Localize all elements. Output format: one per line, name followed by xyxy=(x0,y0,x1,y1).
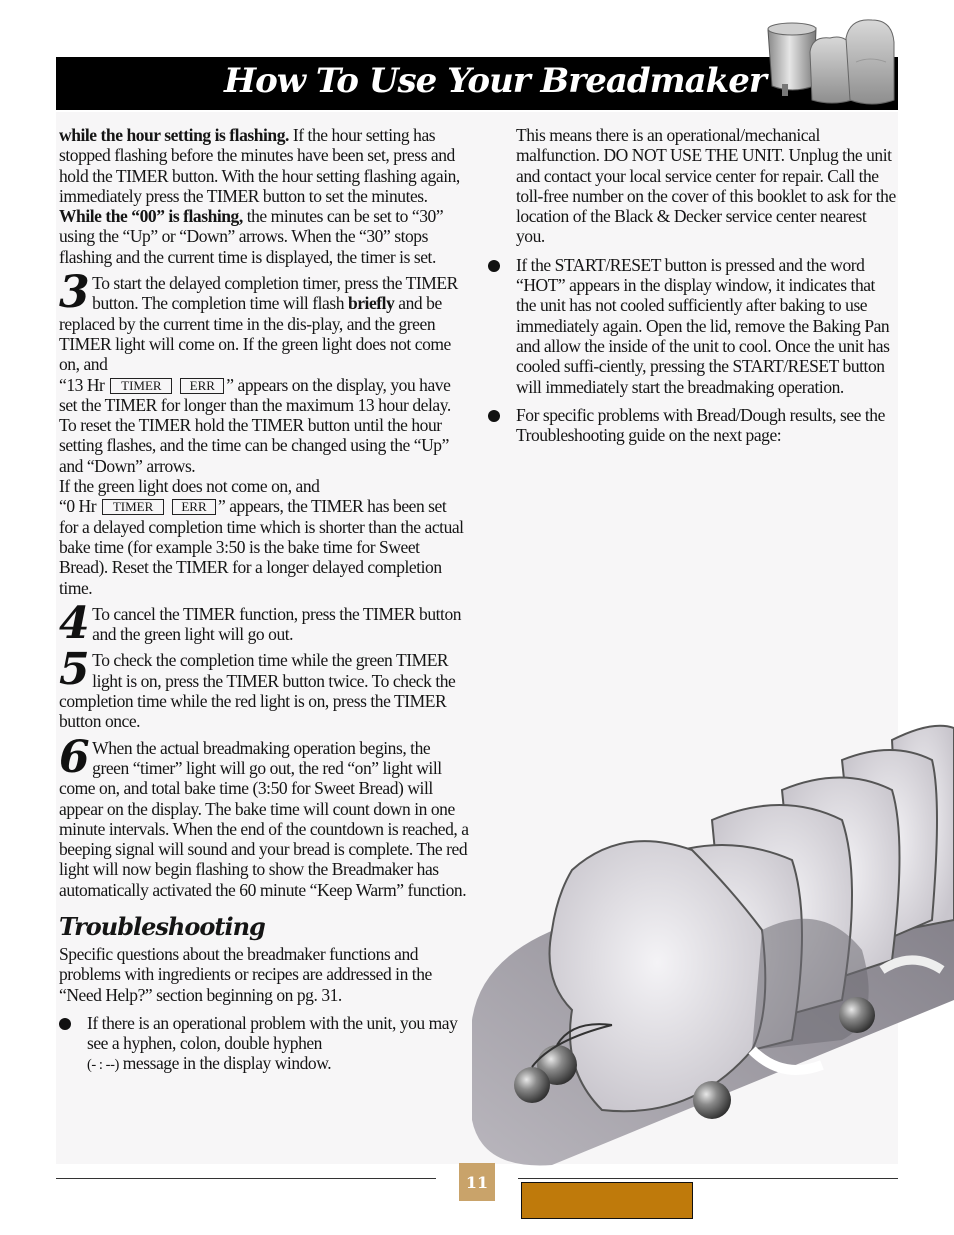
bullet-specific-problems xyxy=(488,405,896,446)
sliced-bread-loaf-with-cherries-image xyxy=(462,720,954,1170)
step-6-text: When the actual breadmaking operation begins, the green “timer” light will go out, the red “on” light will come on, and total bake time (3:50 for Sweet Bread) will appear on the display. The bake time will count down in one minute intervals. When the end of the countdown is reached, a beeping signal will sound and your bread is complete. The red light will now begin flashing to show the Breadmaker has automatically activated the 60 minute “Keep Warm” function. xyxy=(59,737,469,900)
intro-bold-mid: While the “00” is flashing, xyxy=(59,206,243,227)
step-3-text-2: and be replaced by the current time in the dis-play, and the green TIMER light will come on. If the green light does not come on, and xyxy=(59,293,451,375)
bullet-dot xyxy=(59,1018,71,1030)
intro-bold-start: while the hour setting is flashing. xyxy=(59,125,289,145)
display-0hr-prefix: “0 Hr xyxy=(59,496,97,517)
display-timer-box: TIMER xyxy=(110,378,172,394)
step-5 xyxy=(59,644,469,732)
step-3-bold: briefly xyxy=(347,293,395,314)
page-number: 11 xyxy=(459,1163,495,1201)
step-5-text: To check the completion time while the green TIMER light is on, press the TIMER button twice. To check the completion time while the red light is on, press the TIMER button once. xyxy=(59,650,456,732)
step-number-4: 4 xyxy=(59,597,90,649)
step-number-6: 6 xyxy=(59,731,90,783)
display-err-box-2: ERR xyxy=(172,499,216,515)
footer-accent-box xyxy=(521,1182,693,1219)
bullet-1-end: message in the display window. xyxy=(118,1053,332,1074)
bullet-hot-display xyxy=(488,255,896,397)
step-3-text-1: To start the delayed completion timer, press the TIMER button. The completion time will flash xyxy=(92,273,458,314)
step-4 xyxy=(59,597,469,649)
display-err-box: ERR xyxy=(180,378,224,394)
display-13hr-prefix: “13 Hr xyxy=(59,374,105,395)
footer-rule-left xyxy=(56,1178,436,1179)
bullet-1-main: If there is an operational problem with the unit, you may see a hyphen, colon, double hyphen xyxy=(87,1012,458,1054)
step-number-5: 5 xyxy=(59,644,90,696)
display-timer-box-2: TIMER xyxy=(102,499,164,515)
bullet-1-text xyxy=(87,1013,469,1076)
step-3-text xyxy=(59,267,469,598)
intro-text-2: the minutes can be set to “30” using the “Up” or “Down” arrows. When the “30” stops flashing and the current time is displayed, the timer is set. xyxy=(59,206,444,267)
bullet-operational-problem xyxy=(59,1013,469,1076)
step-3-text-4: If the green light does not come on, and xyxy=(59,476,320,497)
page-title: How To Use Your Breadmaker xyxy=(224,61,766,101)
step-6 xyxy=(59,731,469,900)
intro-paragraph xyxy=(59,125,469,267)
intro-text-1: If the hour setting has stopped flashing before the minutes have been set, press and hold the TIMER button. With the hour setting flashing again, immediately press the TIMER button to set the minutes. xyxy=(59,125,460,206)
step-4-text: To cancel the TIMER function, press the TIMER button and the green light will go out. xyxy=(92,603,462,645)
troubleshooting-intro: Specific questions about the breadmaker functions and problems with ingredients or recipes are addressed in the “Need Help?” section beginning on pg. 31. xyxy=(59,943,432,1005)
bullet-1-code: (- : --) xyxy=(87,1057,119,1074)
step-3 xyxy=(59,267,469,598)
step-number-3: 3 xyxy=(59,267,90,319)
bullet-dot xyxy=(488,410,500,422)
bullet-3-text: For specific problems with Bread/Dough results, see the Troubleshooting guide on the next page: xyxy=(516,404,885,446)
left-column xyxy=(59,125,469,1076)
right-column xyxy=(488,125,896,445)
bullet-dot xyxy=(488,260,500,272)
step-3-text-3: ” appears on the display, you have set the TIMER for longer than the maximum 13 hour delay. To reset the TIMER hold the TIMER button until the hour setting flashes, and the time can be changed using the “Up” and “Down” arrows. xyxy=(59,374,451,476)
breadmaker-pan-and-loaves-image xyxy=(760,12,900,108)
malfunction-continuation: This means there is an operational/mechanical malfunction. DO NOT USE THE UNIT. Unplug the unit and contact your local service center for repair. Call the toll-free number on the cover of this booklet to ask for the location of the Black & Decker service center nearest you. xyxy=(516,125,896,247)
troubleshooting-heading: Troubleshooting xyxy=(59,911,265,941)
footer-rule-right xyxy=(518,1178,898,1179)
bullet-2-text: If the START/RESET button is pressed and the word “HOT” appears in the display window, it indicates that the unit has not cooled sufficiently after baking to use immediately again. Open the lid, remove the Baking Pan and allow the inside of the unit to cool. Once the unit has cooled suffi-ciently, pressing the START/RESET button will immediately start the breadmaking operation. xyxy=(516,254,890,397)
step-3-text-5: ” appears, the TIMER has been set for a delayed completion time which is shorter than the actual bake time (for example 3:50 is the bake time for Sweet Bread). Reset the TIMER for a longer delayed completion time. xyxy=(59,496,464,598)
